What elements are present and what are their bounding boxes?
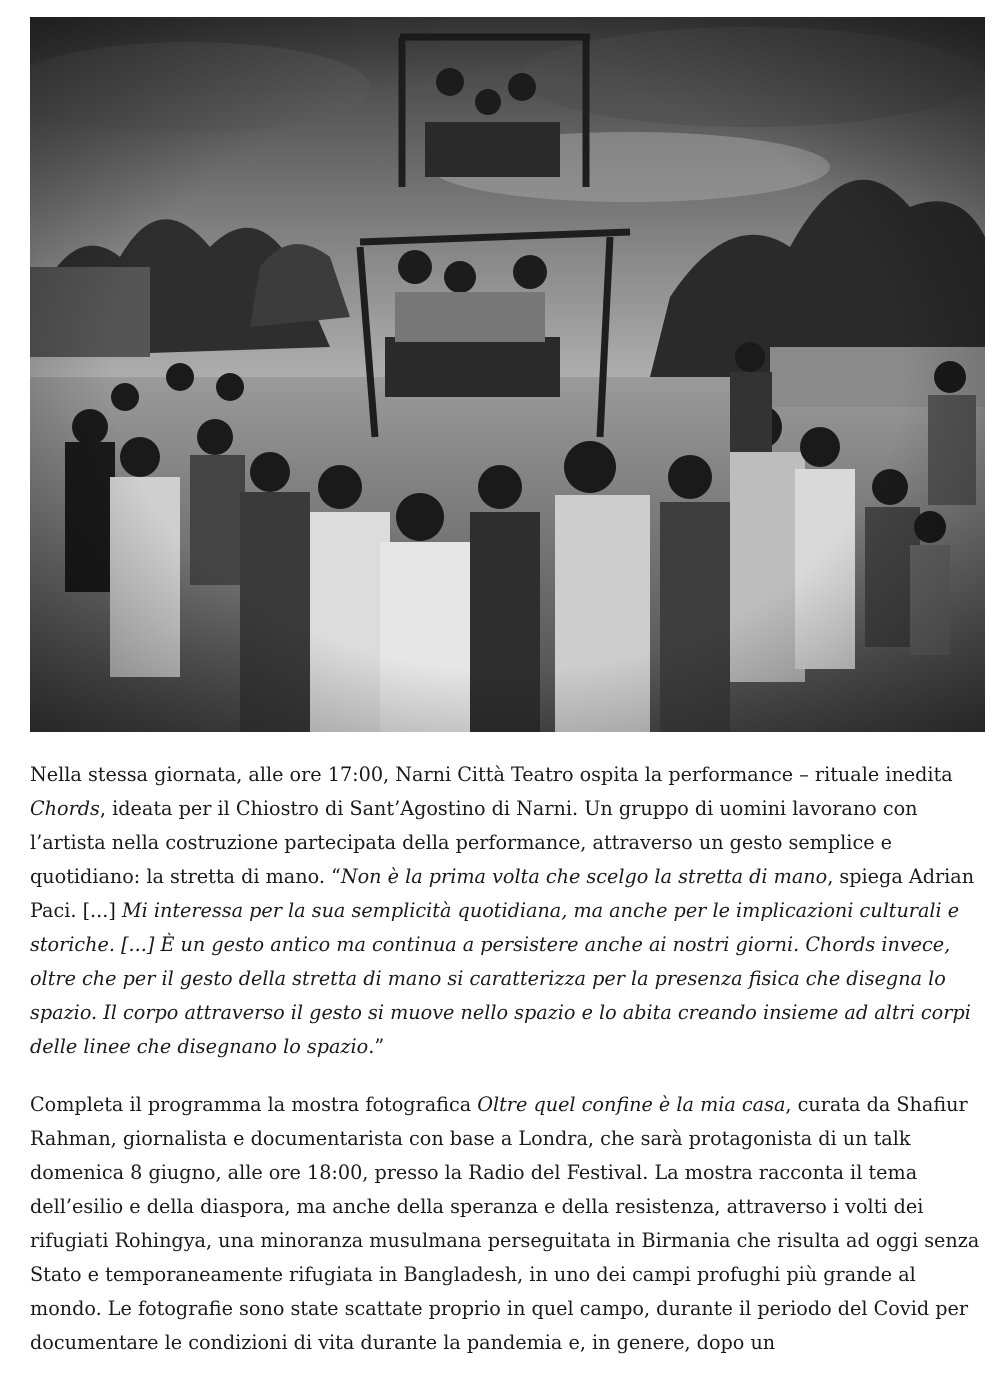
paragraph-text: Completa il programma la mostra fotografica: [30, 1093, 478, 1116]
article-paragraph-1: [30, 758, 985, 1064]
paragraph-text: , ideata per il Chiostro di Sant’Agostino di Narni. Un gruppo di uomini lavorano con l’artista nella costruzione partecipata della performance, attraverso un gesto semplice e quotidiano: la stretta di mano. “: [30, 797, 918, 888]
paragraph-text: , spiega Adrian Paci. [...]: [30, 865, 975, 922]
article-paragraph-2: [30, 1088, 985, 1360]
quote-text: Non è la prima volta che scelgo la stretta di mano: [340, 865, 828, 888]
paragraph-text: , curata da Shafiur Rahman, giornalista e documentarista con base a Londra, che sarà protagonista di un talk domenica 8 giugno, alle ore 18:00, presso la Radio del Festival. La mostra racconta il tema dell’esilio e della diaspora, ma anche della speranza e della resistenza, attraverso i volti dei rifugiati Rohingya, una minoranza musulmana perseguitata in Birmania che risulta ad oggi senza Stato e temporaneamente rifugiata in Bangladesh, in uno dei campi profughi più grande al mondo. Le fotografie sono state scattate proprio in quel campo, durante il periodo del Covid per documentare le condizioni di vita durante la pandemia e, in genere, dopo un: [30, 1093, 980, 1354]
performance-title: Chords: [30, 797, 100, 820]
photo-illustration: [30, 17, 985, 732]
article-body: [30, 758, 985, 1384]
quote-text: Mi interessa per la sua semplicità quotidiana, ma anche per le implicazioni culturali e storiche. [...] È un gesto antico ma continua a persistere anche ai nostri giorni. Chords invece, oltre che per il gesto della stretta di mano si caratterizza per la presenza fisica che disegna lo spazio. Il corpo attraverso il gesto si muove nello spazio e lo abita creando insieme ad altri corpi delle linee che disegnano lo spazio: [30, 899, 971, 1058]
exhibition-title: Oltre quel confine è la mia casa: [477, 1093, 786, 1116]
article-photo: [30, 17, 985, 732]
paragraph-text: .”: [368, 1035, 385, 1058]
paragraph-text: Nella stessa giornata, alle ore 17:00, Narni Città Teatro ospita la performance – rituale inedita: [30, 763, 953, 786]
